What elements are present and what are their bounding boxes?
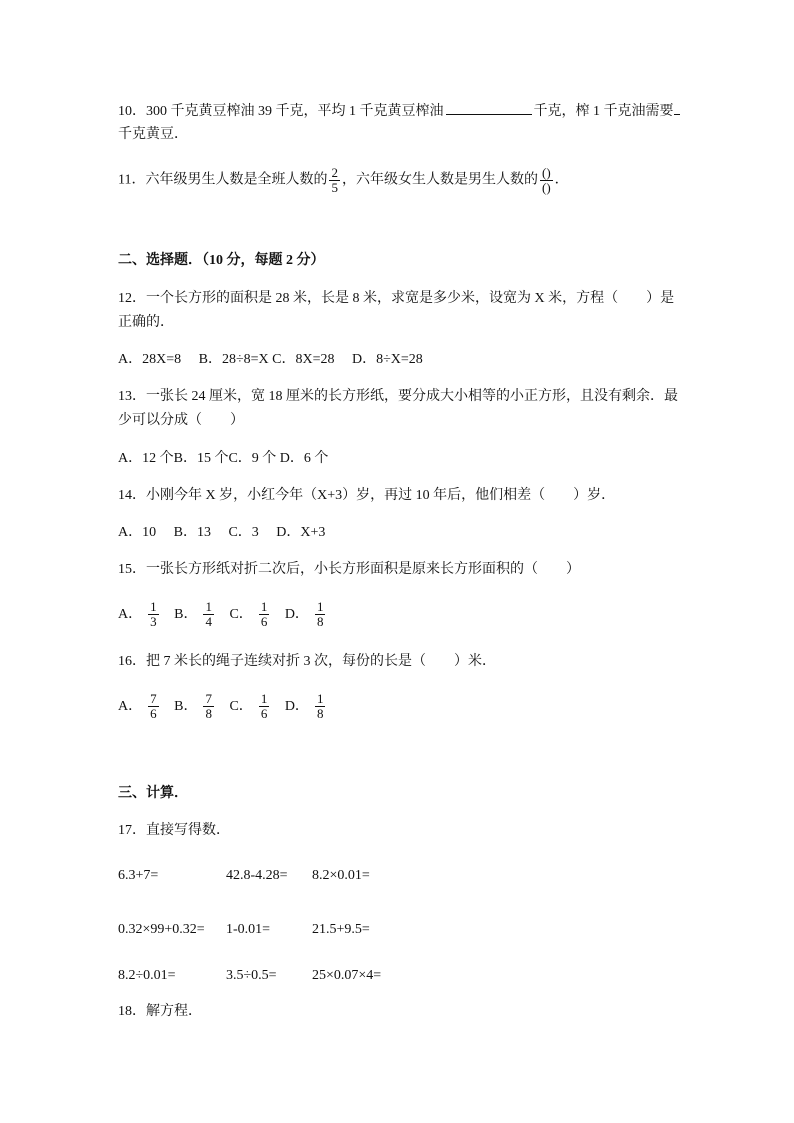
q15-option-a[interactable]: A． $\frac{1}{3}$ (118, 599, 157, 629)
calc-item: 8.2÷0.01= (118, 968, 176, 983)
calc-item: 6.3+7= (118, 868, 159, 883)
section-3-title: 三、计算． (118, 786, 188, 801)
question-13-options[interactable]: A．12 个B．15 个C．9 个 D．6 个 (118, 451, 329, 466)
q11-suffix: ． (554, 172, 569, 188)
calc-item: 1-0.01= (226, 922, 271, 937)
q10-prefix: 10．300 千克黄豆榨油 39 千克，平均 1 千克黄豆榨油 (118, 104, 444, 119)
q11-blank-den: () (541, 180, 551, 195)
question-10-line-1 (118, 100, 680, 122)
question-12-line-1: 12．一个长方形的面积是 28 米，长是 8 米，求宽是多少米，设宽为 X 米，方程（ ）是 (118, 291, 675, 306)
calc-item: 42.8-4.28= (226, 868, 288, 883)
q10-middle: 千克，榨 1 千克油需要 (533, 104, 674, 119)
q11-prefix: 11．六年级男生人数是全班人数的 (118, 172, 328, 188)
calc-item: 8.2×0.01= (312, 868, 370, 883)
q15-option-b[interactable]: B． $\frac{1}{4}$ (174, 599, 212, 629)
question-17-title: 17．直接写得数． (118, 823, 230, 838)
calc-item: 0.32×99+0.32= (118, 922, 205, 937)
q15-option-d[interactable]: D． $\frac{1}{8}$ (284, 599, 324, 629)
question-16-line-1: 16．把 7 米长的绳子连续对折 3 次，每份的长是（ ）米． (118, 654, 496, 669)
question-12-options[interactable]: A．28X=8 B．28÷8=X C．8X=28 D．8÷X=28 (118, 352, 423, 367)
question-10-line-2: 千克黄豆． (118, 127, 188, 142)
q15-option-c[interactable]: C． $\frac{1}{6}$ (229, 599, 268, 629)
question-11 (118, 166, 569, 195)
question-15-line-1: 15．一张长方形纸对折二次后，小长方形面积是原来长方形面积的（ ） (118, 562, 580, 577)
q11-fraction (329, 166, 340, 195)
q16-option-d[interactable]: D． $\frac{1}{8}$ (284, 691, 324, 721)
q10-answer-blank-1[interactable] (446, 100, 532, 115)
question-18-title: 18．解方程． (118, 1004, 202, 1019)
q11-answer-fraction[interactable] (540, 166, 553, 195)
q11-frac-den: 5 (331, 180, 338, 195)
calc-item: 25×0.07×4= (312, 968, 382, 983)
calc-item: 3.5÷0.5= (226, 968, 277, 983)
q16-option-c[interactable]: C． $\frac{1}{6}$ (229, 691, 268, 721)
calc-item: 21.5+9.5= (312, 922, 370, 937)
question-13-line-1: 13．一张长 24 厘米，宽 18 厘米的长方形纸，要分成大小相等的小正方形，且没有剩余．最 (118, 389, 678, 404)
question-14-options[interactable]: A．10 B．13 C．3 D．X+3 (118, 525, 326, 540)
q10-answer-blank-2[interactable] (674, 100, 680, 115)
question-12-line-2: 正确的． (118, 315, 174, 330)
question-16-options (118, 692, 337, 721)
q11-frac-num: 2 (331, 165, 338, 180)
section-2-title: 二、选择题．（10 分，每题 2 分） (118, 253, 325, 268)
q16-option-a[interactable]: A． $\frac{7}{6}$ (118, 691, 157, 721)
question-15-options (118, 600, 337, 629)
q11-middle: ，六年级女生人数是男生人数的 (341, 172, 538, 188)
q11-blank-num: () (541, 165, 551, 180)
question-13-line-2: 少可以分成（ ） (118, 413, 244, 428)
q16-option-b[interactable]: B． $\frac{7}{8}$ (174, 691, 212, 721)
question-14-line-1: 14．小刚今年 X 岁，小红今年（X+3）岁，再过 10 年后，他们相差（ ）岁． (118, 488, 616, 503)
